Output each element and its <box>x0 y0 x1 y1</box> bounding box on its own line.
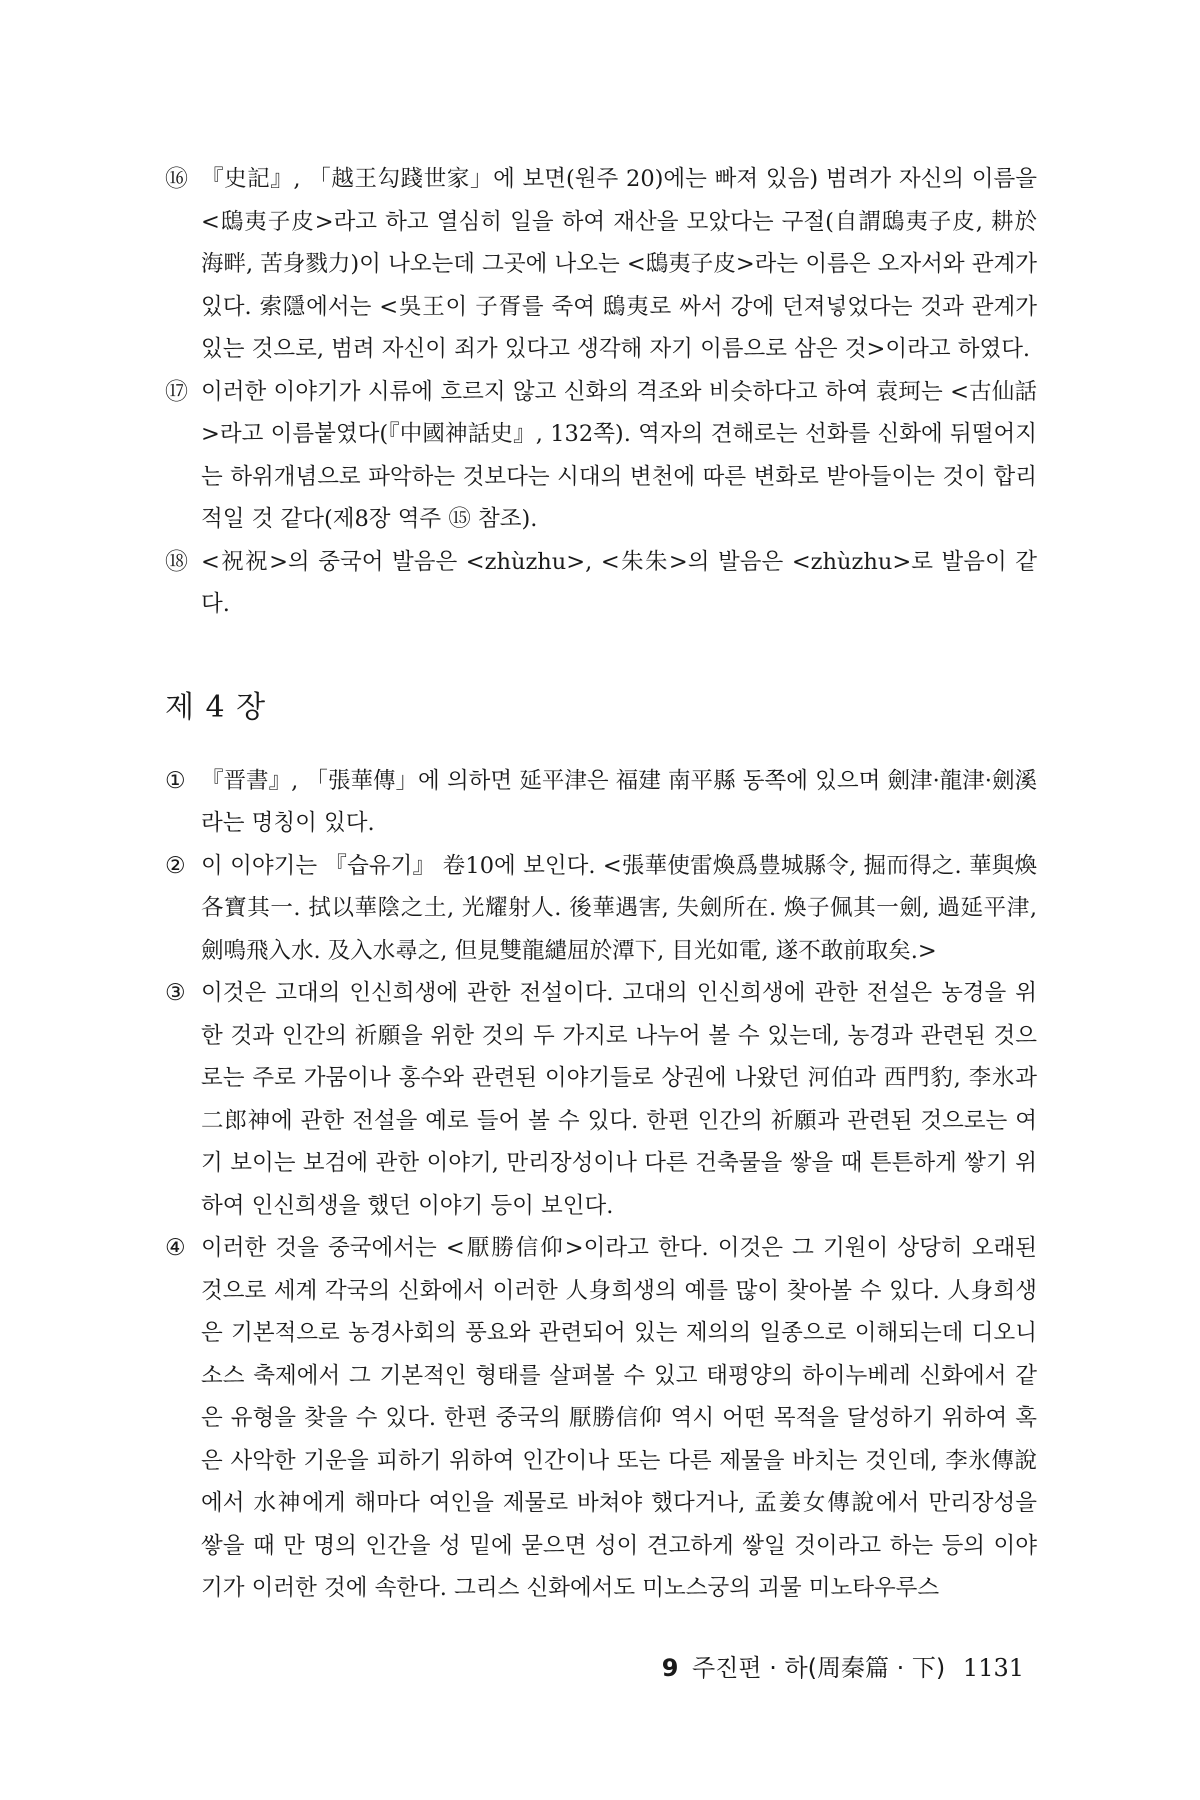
footnote-17 <box>165 371 1037 541</box>
footnote-number: ① <box>165 767 186 794</box>
page-footer <box>662 1648 1024 1683</box>
book-section-title: 주진편 · 하(周秦篇 · 下) <box>692 1654 946 1682</box>
footnote-text: 이러한 것을 중국에서는 <厭勝信仰>이라고 한다. 이것은 그 기원이 상당히 오래된 것으로 세계 각국의 신화에서 이러한 人身희생의 예를 많이 찾아볼 수 있다. 人身희생은 기본적으로 농경사회의 풍요와 관련되어 있는 제의의 일종으로 이해되는데 디오니소스 축제에서 그 기본적인 형태를 살펴볼 수 있고 태평양의 하이누베레 신화에서 같은 유형을 찾을 수 있다. 한편 중국의 厭勝信仰 역시 어떤 목적을 달성하기 위하여 혹은 사악한 기운을 피하기 위하여 인간이나 또는 다른 제물을 바치는 것인데, 李氷傳說에서 水神에게 해마다 여인을 제물로 바쳐야 했다거나, 孟姜女傳說에서 만리장성을 쌓을 때 만 명의 인간을 성 밑에 묻으면 성이 견고하게 쌓일 것이라고 하는 등의 이야기가 이러한 것에 속한다. 그리스 신화에서도 미노스궁의 괴물 미노타우루스 <box>201 1235 1037 1601</box>
footnote-number: ③ <box>165 980 186 1006</box>
page-body <box>165 158 1037 1610</box>
footnote-text: 이 이야기는 『습유기』 卷10에 보인다. <張華使雷煥爲豊城縣令, 掘而得之. 華與煥各寶其一. 拭以華陰之土, 光耀射人. 後華遇害, 失劍所在. 煥子佩其一劍, 過延平津, 劍鳴飛入水. 及入水尋之, 但見雙龍繾屈於潭下, 目光如電, 遂不敢前取矣.> <box>201 852 1037 964</box>
notes-section-4 <box>165 760 1037 1610</box>
footnote-number: ⑱ <box>165 548 188 575</box>
footnote-4 <box>165 1227 1037 1610</box>
footnote-3 <box>165 972 1037 1227</box>
footnote-18 <box>165 541 1037 626</box>
footnote-16 <box>165 158 1037 371</box>
footnote-1 <box>165 760 1037 845</box>
page-number: 1131 <box>962 1654 1024 1682</box>
chapter-number: 9 <box>661 1654 679 1682</box>
footnote-number: ⑰ <box>165 378 188 405</box>
footnote-2 <box>165 845 1037 973</box>
footnote-text: <祝祝>의 중국어 발음은 <zhùzhu>, <朱朱>의 발음은 <zhùzhu>로 발음이 같다. <box>201 548 1037 617</box>
footnote-text: 『晋書』, 「張華傳」에 의하면 延平津은 福建 南平縣 동쪽에 있으며 劍津·龍津·劍溪라는 명칭이 있다. <box>201 767 1037 836</box>
footnote-text: 이것은 고대의 인신희생에 관한 전설이다. 고대의 인신희생에 관한 전설은 농경을 위한 것과 인간의 祈願을 위한 것의 두 가지로 나누어 볼 수 있는데, 농경과 관련된 것으로는 주로 가뭄이나 홍수와 관련된 이야기들로 상권에 나왔던 河伯과 西門豹, 李氷과 二郎神에 관한 전설을 예로 들어 볼 수 있다. 한편 인간의 祈願과 관련된 것으로는 여기 보이는 보검에 관한 이야기, 만리장성이나 다른 건축물을 쌓을 때 튼튼하게 쌓기 위하여 인신희생을 했던 이야기 등이 보인다. <box>201 980 1037 1219</box>
footnote-text: 이러한 이야기가 시류에 흐르지 않고 신화의 격조와 비슷하다고 하여 袁珂는 <古仙話>라고 이름붙였다(『中國神話史』, 132쪽). 역자의 견해로는 선화를 신화에 뒤떨어지는 하위개념으로 파악하는 것보다는 시대의 변천에 따른 변화로 받아들이는 것이 합리적일 것 같다(제8장 역주 ⑮ 참조). <box>201 378 1037 532</box>
chapter-heading: 제 4 장 <box>165 689 267 725</box>
footnote-text: 『史記』, 「越王勾踐世家」에 보면(원주 20)에는 빠져 있음) 범려가 자신의 이름을 <鴟夷子皮>라고 하고 열심히 일을 하여 재산을 모았다는 구절(自謂鴟夷子皮, 耕於海畔, 苦身戮力)이 나오는데 그곳에 나오는 <鴟夷子皮>라는 이름은 오자서와 관계가 있다. 索隱에서는 <吳王이 子胥를 죽여 鴟夷로 싸서 강에 던져넣었다는 것과 관계가 있는 것으로, 범려 자신이 죄가 있다고 생각해 자기 이름으로 삼은 것>이라고 하였다. <box>201 166 1037 362</box>
footnote-number: ⑯ <box>165 166 188 192</box>
notes-section-3 <box>165 158 1037 626</box>
footnote-number: ② <box>165 852 186 879</box>
footnote-number: ④ <box>165 1235 186 1261</box>
